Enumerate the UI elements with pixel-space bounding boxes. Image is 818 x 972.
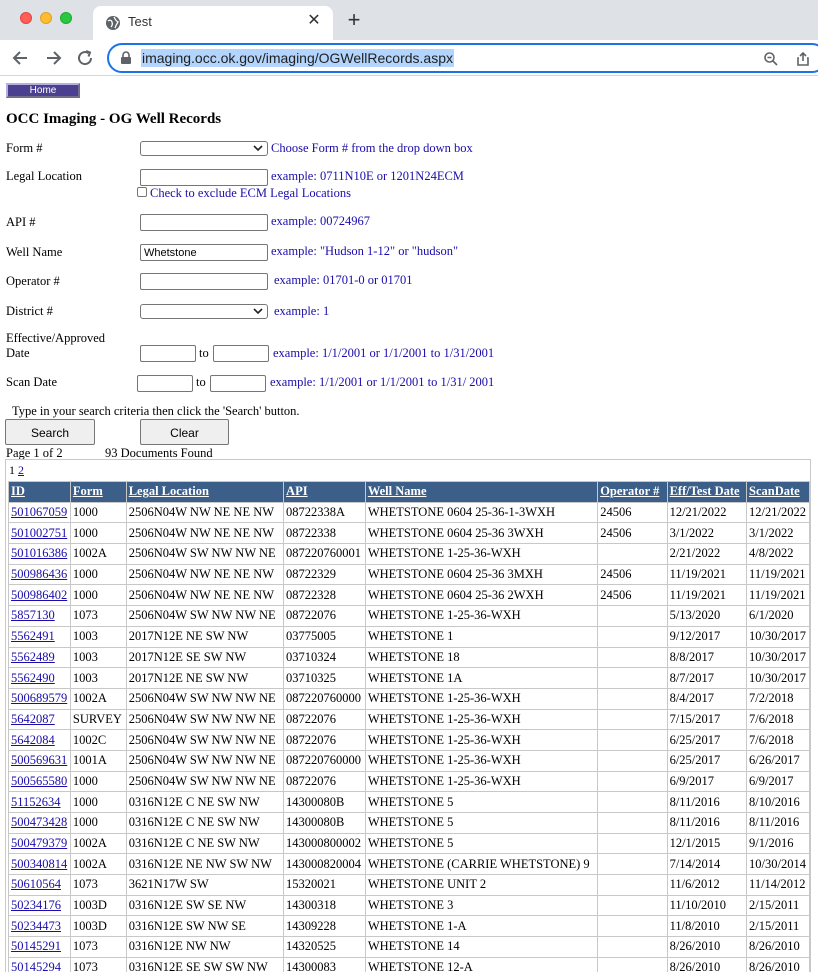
cell-form: 1000 — [70, 813, 126, 834]
table-header-row — [9, 482, 810, 503]
forward-arrow-icon[interactable] — [43, 48, 63, 68]
cell-legal-location: 2506N04W NW NE NE NW — [126, 564, 283, 585]
form-number-hint: Choose Form # from the drop down box — [271, 141, 473, 155]
scan-date-label: Scan Date — [6, 375, 58, 389]
cell-well-name: WHETSTONE 1-25-36-WXH — [365, 730, 597, 751]
lock-icon[interactable] — [119, 51, 133, 65]
table-row — [9, 957, 810, 972]
cell-id[interactable]: 500565580 — [9, 771, 71, 792]
cell-legal-location: 2506N04W SW NW NW NE — [126, 709, 283, 730]
cell-well-name: WHETSTONE 1-A — [365, 916, 597, 937]
operator-hint: example: 01701-0 or 01701 — [274, 273, 413, 287]
cell-form: 1073 — [70, 937, 126, 958]
page-title: OCC Imaging - OG Well Records — [6, 111, 222, 127]
cell-legal-location: 3621N17W SW — [126, 875, 283, 896]
cell-id[interactable]: 50610564 — [9, 875, 71, 896]
cell-api: 08722329 — [284, 564, 366, 585]
cell-eff-test-date: 11/10/2010 — [667, 895, 746, 916]
form-number-label: Form # — [6, 141, 43, 155]
cell-api: 08722076 — [284, 730, 366, 751]
cell-api: 143000820004 — [284, 854, 366, 875]
cell-form: 1003 — [70, 668, 126, 689]
cell-well-name: WHETSTONE 0604 25-36 3WXH — [365, 523, 597, 544]
cell-eff-test-date: 11/6/2012 — [667, 875, 746, 896]
cell-eff-test-date: 7/15/2017 — [667, 709, 746, 730]
table-row — [9, 544, 810, 565]
page-info: Page 1 of 2 — [6, 446, 63, 460]
cell-id[interactable]: 5562490 — [9, 668, 71, 689]
cell-operator — [598, 937, 667, 958]
cell-well-name: WHETSTONE 0604 25-36 3MXH — [365, 564, 597, 585]
cell-form: 1001A — [70, 750, 126, 771]
cell-scan-date: 2/15/2011 — [747, 916, 810, 937]
cell-legal-location: 0316N12E C NE SW NW — [126, 813, 283, 834]
cell-eff-test-date: 12/1/2015 — [667, 833, 746, 854]
cell-api: 08722076 — [284, 606, 366, 627]
close-tab-icon[interactable]: ✕ — [307, 12, 321, 29]
cell-well-name: WHETSTONE 14 — [365, 937, 597, 958]
cell-well-name: WHETSTONE 1-25-36-WXH — [365, 771, 597, 792]
cell-api: 08722076 — [284, 709, 366, 730]
cell-form: 1000 — [70, 585, 126, 606]
cell-legal-location: 0316N12E C NE SW NW — [126, 792, 283, 813]
column-header-id[interactable]: ID — [9, 482, 71, 503]
cell-eff-test-date: 7/14/2014 — [667, 854, 746, 875]
cell-api: 14300318 — [284, 895, 366, 916]
cell-api: 14300080B — [284, 813, 366, 834]
cell-well-name: WHETSTONE 1A — [365, 668, 597, 689]
cell-api: 14309228 — [284, 916, 366, 937]
cell-eff-test-date: 8/11/2016 — [667, 813, 746, 834]
cell-api: 087220760000 — [284, 750, 366, 771]
cell-form: SURVEY — [70, 709, 126, 730]
cell-id[interactable]: 500986436 — [9, 564, 71, 585]
cell-legal-location: 0316N12E SW NW SE — [126, 916, 283, 937]
cell-scan-date: 2/15/2011 — [747, 895, 810, 916]
column-header-operator[interactable]: Operator # — [598, 482, 667, 503]
page-content — [0, 77, 818, 972]
table-row — [9, 792, 810, 813]
cell-api: 03775005 — [284, 626, 366, 647]
scan-date-to-input[interactable] — [210, 375, 266, 392]
cell-id[interactable]: 500569631 — [9, 750, 71, 771]
chevron-down-icon — [253, 305, 263, 317]
cell-operator — [598, 792, 667, 813]
results-panel — [5, 459, 811, 972]
table-row — [9, 523, 810, 544]
cell-api: 14320525 — [284, 937, 366, 958]
cell-operator — [598, 833, 667, 854]
table-row — [9, 647, 810, 668]
cell-eff-test-date: 8/11/2016 — [667, 792, 746, 813]
home-button[interactable]: Home — [6, 83, 80, 98]
cell-eff-test-date: 11/19/2021 — [667, 585, 746, 606]
cell-eff-test-date: 11/19/2021 — [667, 564, 746, 585]
cell-form: 1000 — [70, 564, 126, 585]
cell-legal-location: 2017N12E SE SW NW — [126, 647, 283, 668]
cell-eff-test-date: 2/21/2022 — [667, 544, 746, 565]
cell-operator: 24506 — [598, 523, 667, 544]
cell-operator — [598, 668, 667, 689]
table-row — [9, 916, 810, 937]
cell-eff-test-date: 9/12/2017 — [667, 626, 746, 647]
cell-legal-location: 2506N04W NW NE NE NW — [126, 523, 283, 544]
cell-eff-test-date: 6/25/2017 — [667, 750, 746, 771]
column-header-scan-date[interactable]: ScanDate — [747, 482, 810, 503]
cell-id[interactable]: 5562491 — [9, 626, 71, 647]
cell-id[interactable]: 50234473 — [9, 916, 71, 937]
form-number-select[interactable] — [140, 141, 268, 156]
cell-well-name: WHETSTONE (CARRIE WHETSTONE) 9 — [365, 854, 597, 875]
cell-scan-date: 6/9/2017 — [747, 771, 810, 792]
tab-title: Test — [128, 14, 152, 29]
cell-legal-location: 0316N12E SE SW SW NW — [126, 957, 283, 972]
table-row — [9, 585, 810, 606]
cell-well-name: WHETSTONE 1-25-36-WXH — [365, 544, 597, 565]
browser-toolbar — [0, 40, 818, 76]
cell-well-name: WHETSTONE 5 — [365, 813, 597, 834]
cell-id[interactable]: 501067059 — [9, 502, 71, 523]
browser-tab-bar — [0, 0, 818, 40]
cell-well-name: WHETSTONE 18 — [365, 647, 597, 668]
cell-operator — [598, 647, 667, 668]
pager-link-page[interactable]: 2 — [18, 463, 24, 477]
share-icon[interactable] — [795, 51, 811, 67]
cell-legal-location: 2506N04W SW NW NW NE — [126, 688, 283, 709]
address-bar[interactable] — [107, 43, 818, 73]
cell-id[interactable]: 500340814 — [9, 854, 71, 875]
cell-legal-location: 2506N04W SW NW NW NE — [126, 730, 283, 751]
cell-eff-test-date: 8/26/2010 — [667, 937, 746, 958]
scan-date-to-label: to — [196, 375, 206, 389]
exclude-ecm-label: Check to exclude ECM Legal Locations — [150, 186, 351, 200]
cell-scan-date: 8/11/2016 — [747, 813, 810, 834]
zoom-icon[interactable] — [763, 51, 779, 67]
cell-legal-location: 2506N04W SW NW NW NE — [126, 606, 283, 627]
cell-form: 1002A — [70, 854, 126, 875]
well-name-input[interactable] — [140, 244, 268, 261]
cell-form: 1002C — [70, 730, 126, 751]
browser-tab[interactable] — [93, 6, 333, 40]
cell-scan-date: 10/30/2014 — [747, 854, 810, 875]
cell-legal-location: 0316N12E NE NW SW NW — [126, 854, 283, 875]
search-button[interactable]: Search — [5, 419, 95, 445]
cell-scan-date: 7/2/2018 — [747, 688, 810, 709]
cell-form: 1073 — [70, 957, 126, 972]
cell-operator — [598, 771, 667, 792]
cell-scan-date: 11/19/2021 — [747, 564, 810, 585]
cell-eff-test-date: 8/7/2017 — [667, 668, 746, 689]
cell-scan-date: 10/30/2017 — [747, 668, 810, 689]
district-select[interactable] — [140, 304, 268, 319]
reload-icon[interactable] — [75, 48, 95, 68]
cell-operator — [598, 688, 667, 709]
cell-scan-date: 11/14/2012 — [747, 875, 810, 896]
effective-date-label-line1: Effective/Approved — [6, 331, 106, 345]
cell-scan-date: 8/10/2016 — [747, 792, 810, 813]
cell-form: 1002A — [70, 688, 126, 709]
legal-location-input[interactable] — [140, 169, 268, 186]
cell-well-name: WHETSTONE 5 — [365, 833, 597, 854]
legal-location-label: Legal Location — [6, 169, 83, 183]
cell-operator — [598, 750, 667, 771]
cell-legal-location: 2506N04W SW NW NW NE — [126, 750, 283, 771]
cell-well-name: WHETSTONE 0604 25-36 2WXH — [365, 585, 597, 606]
globe-icon — [105, 15, 121, 31]
cell-api: 087220760000 — [284, 688, 366, 709]
maximize-window-button[interactable] — [60, 12, 72, 24]
operator-input[interactable] — [140, 273, 268, 290]
cell-operator — [598, 813, 667, 834]
pager-current-page: 1 — [9, 463, 15, 477]
cell-scan-date: 4/8/2022 — [747, 544, 810, 565]
cell-well-name: WHETSTONE 5 — [365, 792, 597, 813]
cell-form: 1003 — [70, 647, 126, 668]
table-row — [9, 771, 810, 792]
cell-well-name: WHETSTONE 3 — [365, 895, 597, 916]
cell-api: 03710325 — [284, 668, 366, 689]
cell-scan-date: 10/30/2017 — [747, 647, 810, 668]
effective-date-from-input[interactable] — [140, 345, 196, 362]
api-label: API # — [6, 215, 36, 229]
effective-date-to-input[interactable] — [213, 345, 269, 362]
cell-id[interactable]: 501016386 — [9, 544, 71, 565]
cell-form: 1003D — [70, 895, 126, 916]
well-name-hint: example: "Hudson 1-12" or "hudson" — [271, 244, 459, 258]
back-arrow-icon[interactable] — [11, 48, 31, 68]
cell-operator — [598, 854, 667, 875]
district-hint: example: 1 — [274, 304, 330, 318]
cell-scan-date: 6/26/2017 — [747, 750, 810, 771]
results-table — [8, 481, 810, 972]
cell-scan-date: 11/19/2021 — [747, 585, 810, 606]
cell-form: 1000 — [70, 771, 126, 792]
cell-form: 1003 — [70, 626, 126, 647]
cell-legal-location: 0316N12E C NE SW NW — [126, 833, 283, 854]
cell-eff-test-date: 3/1/2022 — [667, 523, 746, 544]
cell-form: 1000 — [70, 502, 126, 523]
cell-operator — [598, 730, 667, 751]
effective-date-label-line2: Date — [6, 346, 30, 360]
api-hint: example: 00724967 — [271, 214, 370, 228]
cell-id[interactable]: 500986402 — [9, 585, 71, 606]
cell-operator — [598, 916, 667, 937]
column-header-api[interactable]: API — [284, 482, 366, 503]
table-row — [9, 730, 810, 751]
table-row — [9, 833, 810, 854]
cell-legal-location: 2017N12E NE SW NW — [126, 626, 283, 647]
table-row — [9, 709, 810, 730]
cell-well-name: WHETSTONE 1-25-36-WXH — [365, 688, 597, 709]
cell-scan-date: 9/1/2016 — [747, 833, 810, 854]
cell-eff-test-date: 8/4/2017 — [667, 688, 746, 709]
cell-operator: 24506 — [598, 564, 667, 585]
column-header-well-name[interactable]: Well Name — [365, 482, 597, 503]
cell-id[interactable]: 5642087 — [9, 709, 71, 730]
cell-api: 08722338A — [284, 502, 366, 523]
cell-legal-location: 2506N04W NW NE NE NW — [126, 502, 283, 523]
well-name-label: Well Name — [6, 245, 63, 259]
cell-operator: 24506 — [598, 585, 667, 606]
cell-id[interactable]: 50234176 — [9, 895, 71, 916]
cell-well-name: WHETSTONE 1 — [365, 626, 597, 647]
cell-operator: 24506 — [598, 502, 667, 523]
cell-api: 087220760001 — [284, 544, 366, 565]
cell-well-name: WHETSTONE 1-25-36-WXH — [365, 606, 597, 627]
cell-legal-location: 2506N04W SW NW NW NE — [126, 771, 283, 792]
cell-scan-date: 8/26/2010 — [747, 957, 810, 972]
cell-well-name: WHETSTONE 12-A — [365, 957, 597, 972]
table-row — [9, 668, 810, 689]
cell-legal-location: 0316N12E SW SE NW — [126, 895, 283, 916]
minimize-window-button[interactable] — [40, 12, 52, 24]
url-text[interactable]: imaging.occ.ok.gov/imaging/OGWellRecords.aspx — [142, 50, 453, 66]
cell-id[interactable]: 5562489 — [9, 647, 71, 668]
cell-eff-test-date: 6/9/2017 — [667, 771, 746, 792]
cell-id[interactable]: 50145294 — [9, 957, 71, 972]
cell-eff-test-date: 5/13/2020 — [667, 606, 746, 627]
cell-id[interactable]: 501002751 — [9, 523, 71, 544]
cell-form: 1002A — [70, 833, 126, 854]
cell-eff-test-date: 8/26/2010 — [667, 957, 746, 972]
cell-eff-test-date: 8/8/2017 — [667, 647, 746, 668]
table-row — [9, 750, 810, 771]
cell-api: 08722076 — [284, 771, 366, 792]
cell-operator — [598, 875, 667, 896]
table-row — [9, 564, 810, 585]
cell-api: 03710324 — [284, 647, 366, 668]
cell-operator — [598, 606, 667, 627]
cell-eff-test-date: 11/8/2010 — [667, 916, 746, 937]
cell-operator — [598, 544, 667, 565]
cell-id[interactable]: 50145291 — [9, 937, 71, 958]
api-input[interactable] — [140, 214, 268, 231]
cell-api: 08722328 — [284, 585, 366, 606]
exclude-ecm-checkbox[interactable] — [137, 187, 147, 197]
cell-operator — [598, 709, 667, 730]
documents-found: 93 Documents Found — [105, 446, 213, 460]
effective-date-hint: example: 1/1/2001 or 1/1/2001 to 1/31/2001 — [273, 346, 495, 360]
cell-id[interactable]: 5642084 — [9, 730, 71, 751]
cell-well-name: WHETSTONE 0604 25-36-1-3WXH — [365, 502, 597, 523]
table-row — [9, 606, 810, 627]
cell-well-name: WHETSTONE 1-25-36-WXH — [365, 750, 597, 771]
cell-form: 1000 — [70, 792, 126, 813]
scan-date-hint: example: 1/1/2001 or 1/1/2001 to 1/31/ 2001 — [270, 375, 495, 389]
cell-operator — [598, 957, 667, 972]
column-header-form[interactable]: Form — [70, 482, 126, 503]
column-header-legal-location[interactable]: Legal Location — [126, 482, 283, 503]
legal-location-hint: example: 0711N10E or 1201N24ECM — [271, 169, 464, 183]
cell-api: 143000800002 — [284, 833, 366, 854]
scan-date-from-input[interactable] — [137, 375, 193, 392]
cell-id[interactable]: 5857130 — [9, 606, 71, 627]
cell-scan-date: 7/6/2018 — [747, 709, 810, 730]
cell-api: 14300083 — [284, 957, 366, 972]
cell-well-name: WHETSTONE UNIT 2 — [365, 875, 597, 896]
cell-scan-date: 12/21/2022 — [747, 502, 810, 523]
cell-eff-test-date: 6/25/2017 — [667, 730, 746, 751]
table-row — [9, 626, 810, 647]
cell-scan-date: 7/6/2018 — [747, 730, 810, 751]
chevron-down-icon — [253, 142, 263, 154]
cell-api: 15320021 — [284, 875, 366, 896]
table-row — [9, 937, 810, 958]
table-row — [9, 854, 810, 875]
cell-api: 14300080B — [284, 792, 366, 813]
cell-legal-location: 2506N04W SW NW NW NE — [126, 544, 283, 565]
cell-scan-date: 10/30/2017 — [747, 626, 810, 647]
district-label: District # — [6, 304, 53, 318]
cell-form: 1000 — [70, 523, 126, 544]
cell-operator — [598, 895, 667, 916]
effective-date-to-label: to — [199, 346, 209, 360]
cell-api: 08722338 — [284, 523, 366, 544]
pager — [9, 463, 27, 478]
cell-form: 1073 — [70, 875, 126, 896]
cell-well-name: WHETSTONE 1-25-36-WXH — [365, 709, 597, 730]
close-window-button[interactable] — [20, 12, 32, 24]
cell-scan-date: 3/1/2022 — [747, 523, 810, 544]
cell-id[interactable]: 51152634 — [9, 792, 71, 813]
cell-legal-location: 0316N12E NW NW — [126, 937, 283, 958]
table-row — [9, 688, 810, 709]
cell-form: 1002A — [70, 544, 126, 565]
cell-id[interactable]: 500689579 — [9, 688, 71, 709]
cell-id[interactable]: 500479379 — [9, 833, 71, 854]
cell-scan-date: 8/26/2010 — [747, 937, 810, 958]
cell-operator — [598, 626, 667, 647]
cell-id[interactable]: 500473428 — [9, 813, 71, 834]
new-tab-button[interactable]: + — [347, 7, 361, 32]
cell-legal-location: 2017N12E NE SW NW — [126, 668, 283, 689]
cell-form: 1073 — [70, 606, 126, 627]
cell-scan-date: 6/1/2020 — [747, 606, 810, 627]
cell-form: 1003D — [70, 916, 126, 937]
table-row — [9, 875, 810, 896]
table-row — [9, 502, 810, 523]
table-row — [9, 895, 810, 916]
table-row — [9, 813, 810, 834]
search-instruction: Type in your search criteria then click the 'Search' button. — [12, 404, 300, 418]
column-header-eff-test-date[interactable]: Eff/Test Date — [667, 482, 746, 503]
cell-eff-test-date: 12/21/2022 — [667, 502, 746, 523]
clear-button[interactable]: Clear — [140, 419, 229, 445]
cell-legal-location: 2506N04W NW NE NE NW — [126, 585, 283, 606]
operator-label: Operator # — [6, 274, 60, 288]
